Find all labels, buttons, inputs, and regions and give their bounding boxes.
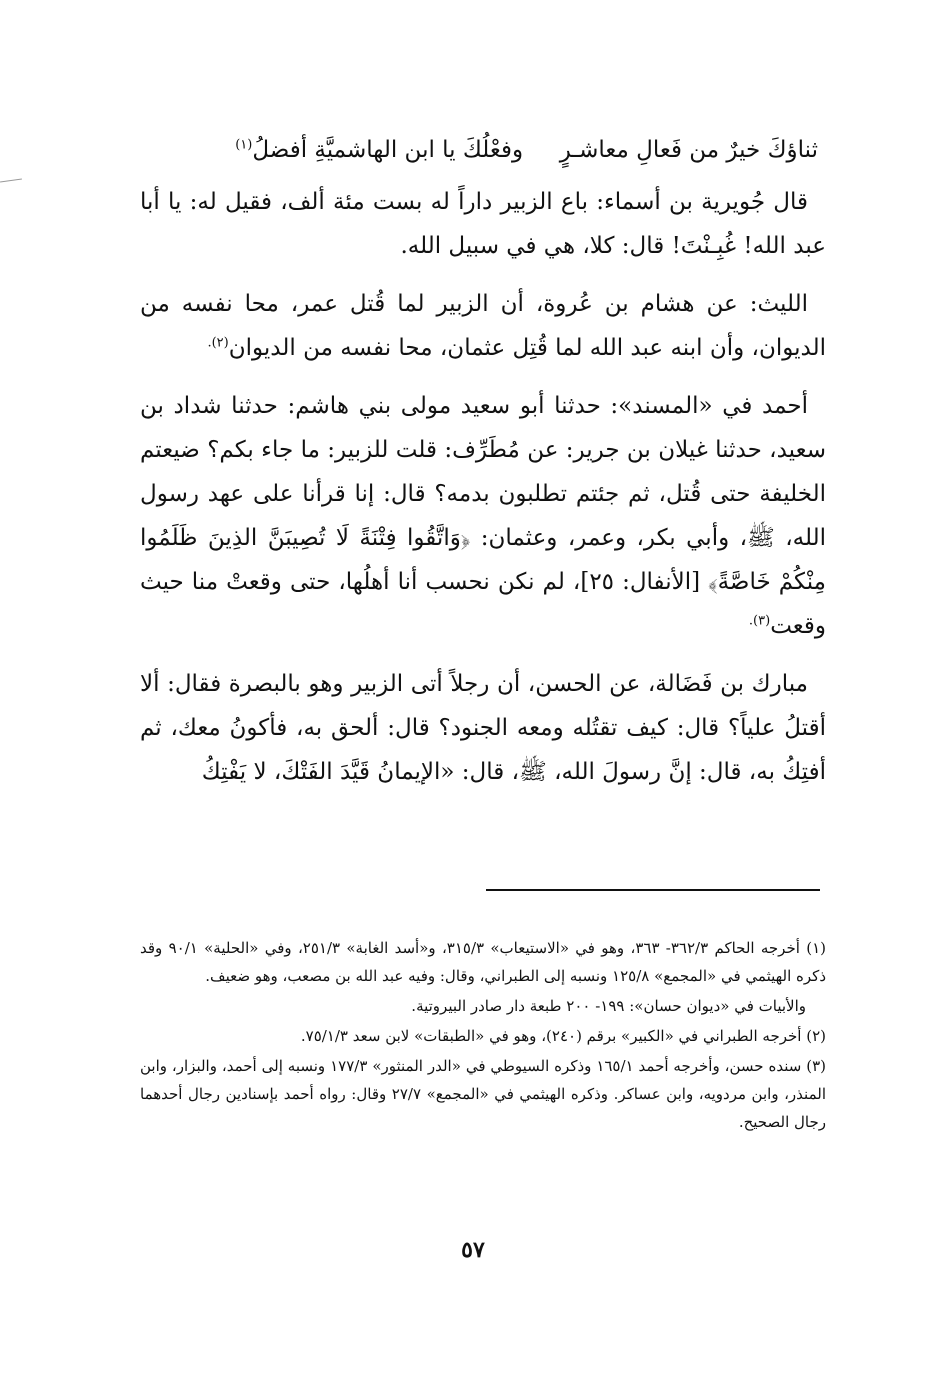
paragraph <box>140 282 826 370</box>
paragraph-text: الليث: عن هشام بن عُروة، أن الزبير لما قُتل عمر، محا نفسه من الديوان، وأن ابنه عبد الله لما قُتِل عثمان، محا نفسه من الديوان <box>140 291 826 361</box>
verse-second-hemistich: وفعْلُكَ يا ابن الهاشميَّةِ أفضلُ <box>252 137 524 163</box>
footnote-separator <box>486 889 820 891</box>
poetry-verse <box>140 128 826 172</box>
paragraph <box>140 662 826 794</box>
page-number: ٥٧ <box>461 1237 485 1263</box>
footnote-ref: (٣). <box>748 613 771 629</box>
paragraph-text: قال جُويرية بن أسماء: باع الزبير داراً له بست مئة ألف، فقيل له: يا أبا عبد الله! غُبِـنْتَ! قال: كلا، هي في سبيل الله. <box>140 189 826 259</box>
paragraph <box>140 384 826 648</box>
paragraph-text: مبارك بن فَضَالة، عن الحسن، أن رجلاً أتى الزبير وهو بالبصرة فقال: ألا أقتلُ علياً؟ قال: كيف تقتُله ومعه الجنود؟ قال: ألحق به، فأكونُ معك، ثم أفتِكُ به، قال: إنَّ رسولَ الله، ﷺ، قال: «الإيمانُ قَيَّدَ الفَتْكَ، لا يَفْتِكُ <box>140 671 826 785</box>
footnote: والأبيات في «ديوان حسان»: ١٩٩- ٢٠٠ طبعة دار صادر البيروتية. <box>411 997 806 1015</box>
footnote: (١) أخرجه الحاكم ٣٦٢/٣- ٣٦٣، وهو في «الاستيعاب» ٣١٥/٣، و«أسد الغابة» ٢٥١/٣، وفي «الحلية» ٩٠/١ وقد ذكره الهيثمي في «المجمع» ١٢٥/٨ ونسبه إلى الطبراني، وقال: وفيه عبد الله بن مصعب، وهو ضعيف. <box>140 939 826 985</box>
footnote-ref: (١) <box>235 137 253 153</box>
footnote-ref: (٢). <box>207 335 229 351</box>
footnote: (٣) سنده حسن، وأخرجه أحمد ١٦٥/١ وذكره السيوطي في «الدر المنثور» ١٧٧/٣ ونسبه إلى أحمد، والبزار، وابن المنذر، وابن مردويه، وابن عساكر. وذكره الهيثمي في «المجمع» ٢٧/٧ وقال: رواه أحمد بإسنادين رجال أحدهما رجال الصحيح. <box>140 1057 826 1131</box>
paragraph-text: أحمد في «المسند»: حدثنا أبو سعيد مولى بني هاشم: حدثنا شداد بن سعيد، حدثنا غيلان بن جرير: عن مُطَرِّف: قلت للزبير: ما جاء بكم؟ ضيعتم الخليفة حتى قُتل، ثم جئتم تطلبون بدمه؟ قال: إنا قرأنا على عهد رسول الله، ﷺ، وأبي بكر، وعمر، وعثمان: ﴿وَاتَّقُوا فِتْنَةً لَا تُصِيبَنَّ الذِينَ ظَلَمُوا مِنْكُمْ خَاصَّةً﴾ [الأنفال: ٢٥]، لم نكن نحسب أنا أهلُها، حتى وقعتْ منا حيث وقعت <box>140 393 827 639</box>
footnotes <box>140 934 826 1138</box>
main-text <box>140 128 826 808</box>
scan-edge-mark <box>0 178 22 182</box>
paragraph <box>140 180 826 268</box>
footnote: (٢) أخرجه الطبراني في «الكبير» برقم (٢٤٠)، وهو في «الطبقات» لابن سعد ٧٥/١/٣. <box>300 1027 826 1045</box>
verse-first-hemistich: ثناؤكَ خيرٌ من فَعالِ معاشـرٍ <box>559 137 818 163</box>
